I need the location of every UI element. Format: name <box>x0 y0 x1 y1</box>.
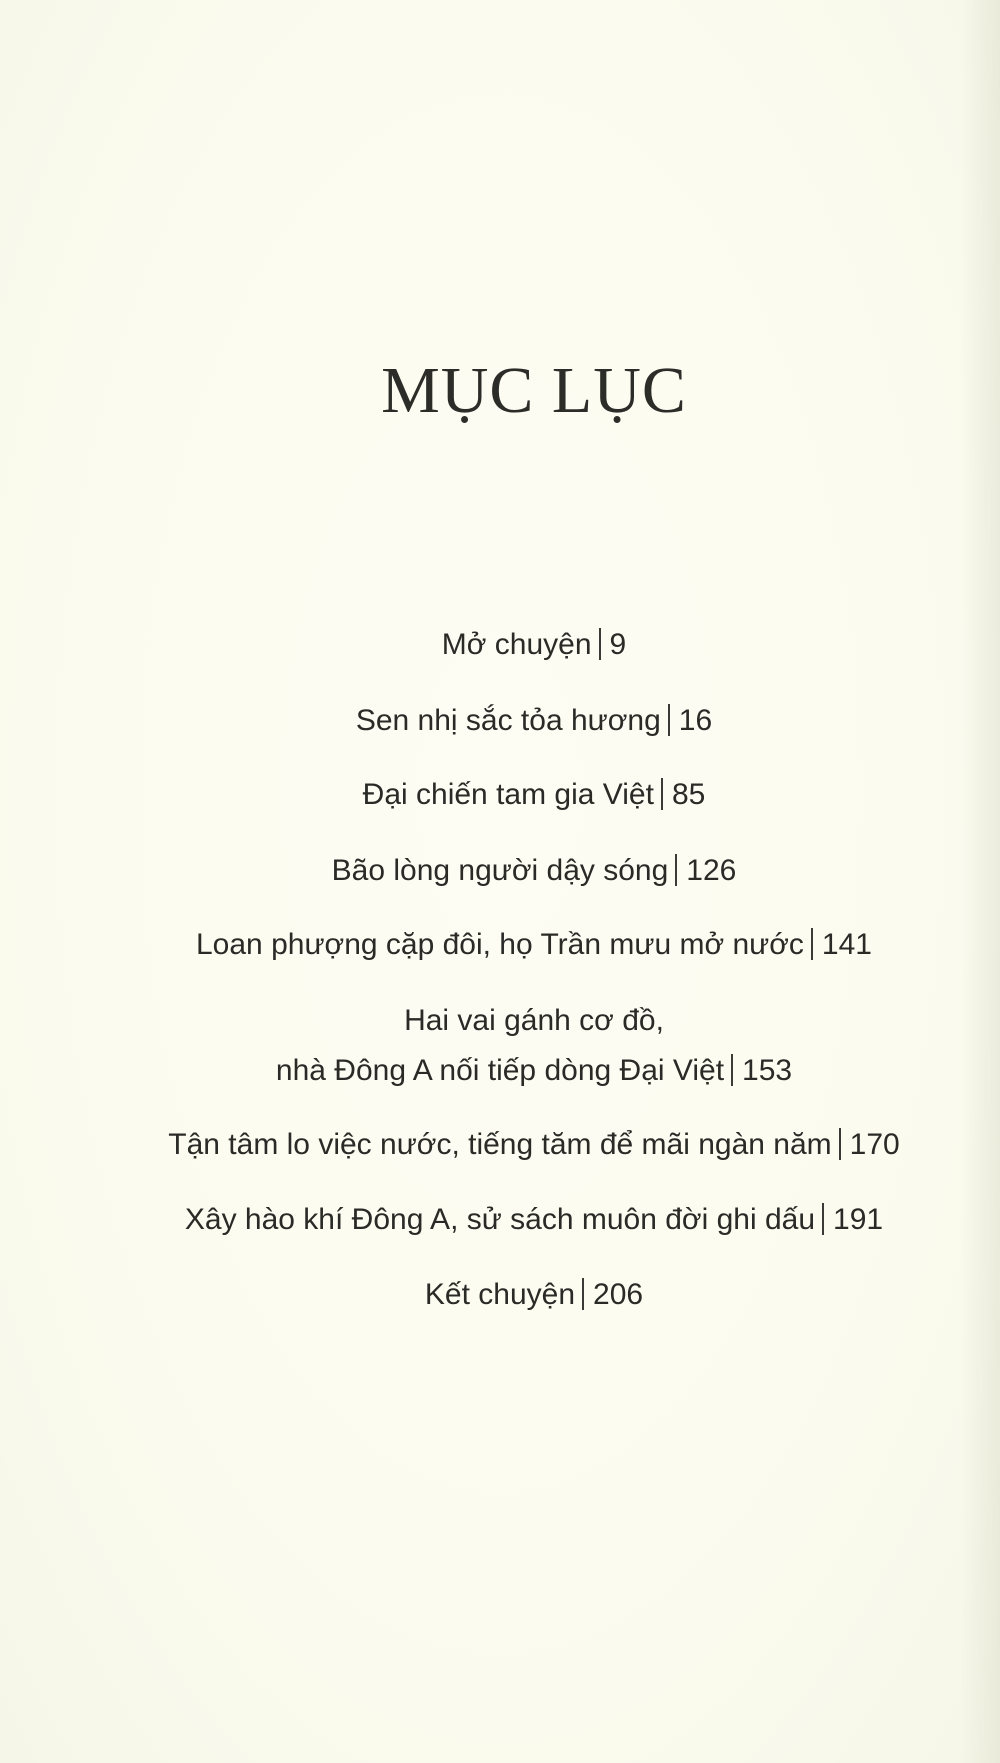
toc-separator <box>822 1203 824 1235</box>
toc-entry <box>0 1270 1000 1320</box>
toc-entry-title: Kết chuyện <box>424 1278 576 1311</box>
toc-entry-title: Bão lòng người dậy sóng <box>331 854 669 887</box>
toc-entry-page: 85 <box>671 778 706 811</box>
toc-entry <box>0 770 1000 820</box>
toc-entry <box>0 996 1000 1096</box>
toc-entry-page: 191 <box>833 1203 884 1236</box>
toc-entry-title: Đại chiến tam gia Việt <box>362 778 654 811</box>
toc-separator <box>731 1054 733 1086</box>
toc-entry-title-line-1: Hai vai gánh cơ đồ, <box>404 1004 664 1037</box>
toc-separator <box>599 628 601 660</box>
toc-separator <box>675 854 677 886</box>
toc-separator <box>661 778 663 810</box>
toc-entry-title: Xây hào khí Đông A, sử sách muôn đời ghi dấu <box>184 1203 816 1236</box>
toc-entry-page: 153 <box>742 1054 793 1087</box>
toc-entry-title: Sen nhị sắc tỏa hương <box>355 704 661 737</box>
page-title: MỤC LỤC <box>381 354 687 427</box>
toc-entry-page: 9 <box>609 628 627 661</box>
toc-separator <box>811 928 813 960</box>
toc-entry-page: 16 <box>678 704 713 737</box>
toc-separator <box>839 1128 841 1160</box>
toc-entry-title: Mở chuyện <box>441 628 592 661</box>
toc-entry-page: 206 <box>593 1278 644 1311</box>
toc-entry <box>0 846 1000 896</box>
toc-separator <box>582 1278 584 1310</box>
toc-entry <box>0 1195 1000 1245</box>
toc-entry <box>0 1120 1000 1170</box>
toc-entry-title-line-2: nhà Đông A nối tiếp dòng Đại Việt <box>275 1054 725 1087</box>
toc-entry-page: 170 <box>849 1128 900 1161</box>
toc-entry <box>0 620 1000 670</box>
toc-entry-title: Tận tâm lo việc nước, tiếng tăm để mãi ngàn năm <box>168 1128 832 1161</box>
toc-separator <box>668 704 670 736</box>
toc-entry-title: Loan phượng cặp đôi, họ Trần mưu mở nước <box>196 928 804 961</box>
toc-entry <box>0 696 1000 746</box>
toc-entry-page: 141 <box>821 928 872 961</box>
toc-entry <box>0 920 1000 970</box>
toc-entry-title-line-2-wrap <box>0 1046 1000 1096</box>
toc-entry-page: 126 <box>686 854 737 887</box>
